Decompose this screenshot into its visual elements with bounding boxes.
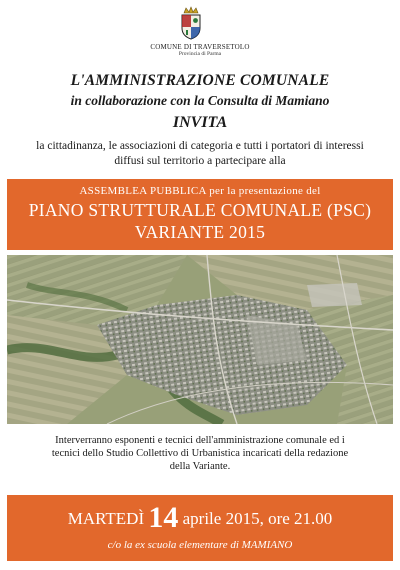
speakers-line-3: della Variante. bbox=[169, 461, 231, 472]
invitation-text bbox=[10, 139, 390, 169]
aerial-map-image bbox=[7, 255, 393, 424]
invita-heading: INVITA bbox=[172, 114, 228, 131]
event-day-number: 14 bbox=[148, 501, 179, 534]
invitation-line-1: la cittadinanza, le associazioni di categoria e tutti i portatori di interessi bbox=[36, 140, 364, 152]
speakers-text bbox=[10, 434, 390, 473]
speakers-line-2: tecnici dello Studio Collettivo di Urbanistica incaricati della redazione bbox=[51, 448, 349, 459]
event-weekday: MARTEDÌ bbox=[67, 509, 145, 528]
administration-heading: L'AMMINISTRAZIONE COMUNALE bbox=[70, 72, 330, 89]
event-venue: c/o la ex scuola elementare di MAMIANO bbox=[107, 539, 293, 551]
province-name: Provincia di Parma bbox=[178, 51, 222, 57]
event-date-box bbox=[7, 495, 393, 561]
municipal-crest-icon bbox=[178, 6, 204, 40]
comune-name: COMUNE DI TRAVERSETOLO bbox=[150, 43, 250, 51]
event-title-banner bbox=[7, 179, 393, 250]
plan-title: PIANO STRUTTURALE COMUNALE (PSC) bbox=[28, 200, 372, 220]
collaboration-line: in collaborazione con la Consulta di Mamiano bbox=[70, 93, 330, 108]
invitation-line-2: diffusi sul territorio a partecipare alla bbox=[114, 155, 286, 167]
event-date-time: aprile 2015, ore 21.00 bbox=[182, 509, 333, 528]
event-date bbox=[7, 501, 393, 535]
speakers-line-1: Interverranno esponenti e tecnici dell'amministrazione comunale ed i bbox=[55, 435, 345, 446]
variant-title: VARIANTE 2015 bbox=[134, 222, 266, 242]
assembly-subtitle: ASSEMBLEA PUBBLICA per la presentazione del bbox=[79, 185, 321, 197]
